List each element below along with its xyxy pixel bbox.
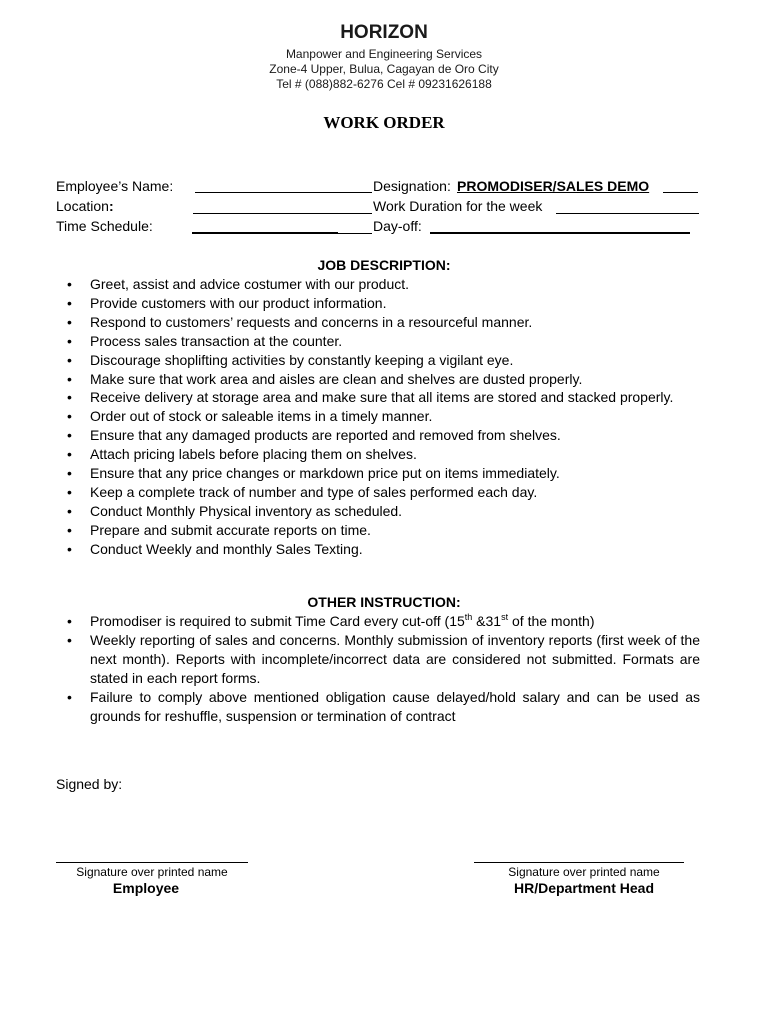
employee-signature-caption: Signature over printed name [76, 865, 228, 879]
company-name: HORIZON [340, 22, 428, 43]
job-item: • Order out of stock or saleable items in a timely manner. [56, 407, 700, 426]
work-duration-label: Work Duration for the week [373, 198, 543, 214]
job-item: • Conduct Monthly Physical inventory as scheduled. [56, 502, 700, 521]
job-item: • Discourage shoplifting activities by constantly keeping a vigilant eye. [56, 351, 700, 370]
employee-name-line [195, 192, 372, 193]
location-colon: : [108, 198, 114, 214]
job-item: • Make sure that work area and aisles are clean and shelves are dusted properly. [56, 370, 700, 389]
designation-label: Designation: [373, 178, 451, 194]
designation-line [663, 192, 698, 193]
time-schedule-line-b [338, 233, 372, 234]
job-item: • Process sales transaction at the counter. [56, 332, 700, 351]
job-item: • Conduct Weekly and monthly Sales Texting. [56, 540, 700, 559]
instruction-text: Promodiser is required to submit Time Card every cut-off (15 [90, 613, 465, 629]
other-instruction-heading: OTHER INSTRUCTION: [307, 594, 461, 610]
company-subtitle: Manpower and Engineering Services [285, 47, 483, 61]
document-title: WORK ORDER [323, 113, 445, 132]
location-label [56, 198, 114, 215]
employee-name-label: Employee’s Name: [56, 178, 174, 194]
hr-signature-line [474, 862, 684, 863]
job-item: • Attach pricing labels before placing them on shelves. [56, 445, 700, 464]
job-item: • Prepare and submit accurate reports on time. [56, 521, 700, 540]
company-address: Zone-4 Upper, Bulua, Cagayan de Oro City [269, 62, 499, 76]
job-description-heading: JOB DESCRIPTION: [317, 257, 451, 273]
hr-signature-caption: Signature over printed name [508, 865, 660, 879]
job-item: • Receive delivery at storage area and make sure that all items are stored and stacked properly. [56, 388, 700, 407]
ordinal-suffix: th [464, 612, 473, 622]
ordinal-suffix: st [501, 612, 509, 622]
instruction-item: • Weekly reporting of sales and concerns. Monthly submission of inventory reports (first week of the next month). Reports with incomplete/incorrect data are considered not submitted. Formats are stated in each report forms. [56, 631, 700, 688]
location-label-text: Location [56, 198, 109, 214]
job-item: • Keep a complete track of number and type of sales performed each day. [56, 483, 700, 502]
job-item: • Respond to customers’ requests and concerns in a resourceful manner. [56, 313, 700, 332]
other-instruction-list [56, 612, 700, 725]
dayoff-line [430, 232, 690, 234]
employee-signature-line [56, 862, 248, 863]
work-duration-line [556, 213, 699, 214]
instruction-item [56, 612, 700, 631]
designation-value: PROMODISER/SALES DEMO [457, 178, 650, 194]
job-item: • Provide customers with our product information. [56, 294, 700, 313]
time-schedule-line-a [192, 232, 338, 234]
dayoff-label: Day-off: [373, 218, 422, 234]
time-schedule-label: Time Schedule: [56, 218, 153, 234]
instruction-text: of the month) [508, 613, 595, 629]
job-item: • Ensure that any price changes or markdown price put on items immediately. [56, 464, 700, 483]
instruction-item: • Failure to comply above mentioned obligation cause delayed/hold salary and can be used as grounds for reshuffle, suspension or termination of contract [56, 688, 700, 726]
job-description-list [56, 275, 700, 559]
job-item: • Greet, assist and advice costumer with our product. [56, 275, 700, 294]
job-item: • Ensure that any damaged products are reported and removed from shelves. [56, 426, 700, 445]
signed-by-label: Signed by: [56, 776, 123, 792]
instruction-text: &31 [472, 613, 502, 629]
location-line [193, 213, 372, 214]
hr-role: HR/Department Head [513, 880, 655, 896]
company-phone: Tel # (088)882-6276 Cel # 09231626188 [276, 77, 492, 91]
employee-role: Employee [112, 880, 180, 896]
